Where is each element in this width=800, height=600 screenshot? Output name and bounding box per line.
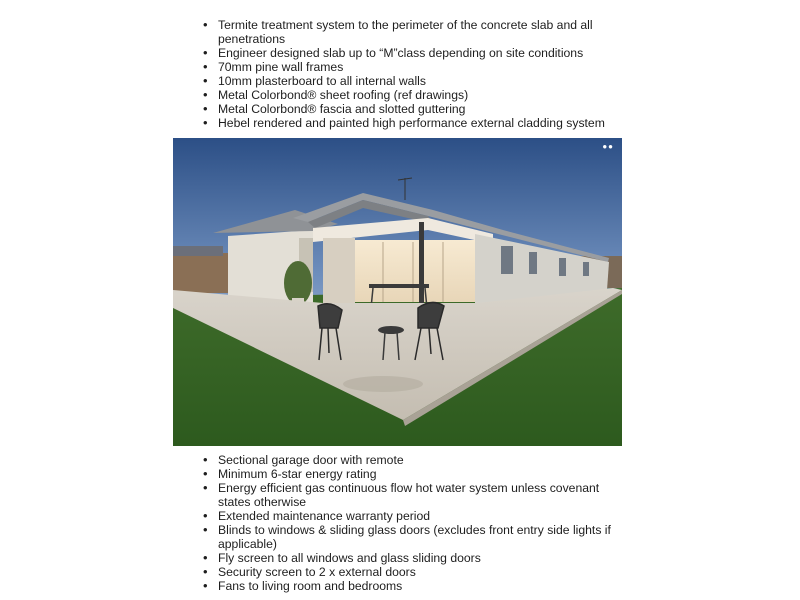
feature-item: • Minimum 6-star energy rating [200,467,620,481]
feature-item: • Fly screen to all windows and glass sliding doors [200,551,620,565]
feature-item: • Security screen to 2 x external doors [200,565,620,579]
feature-item: • Metal Colorbond® sheet roofing (ref drawings) [200,88,620,102]
top-feature-list [200,18,620,130]
feature-item: • Metal Colorbond® fascia and slotted guttering [200,102,620,116]
feature-item: • Extended maintenance warranty period [200,509,620,523]
feature-item: • Engineer designed slab up to “M”class depending on site conditions [200,46,620,60]
house-illustration [173,138,622,446]
feature-item: • Energy efficient gas continuous flow hot water system unless covenant states otherwise [200,481,620,509]
feature-item: • Termite treatment system to the perimeter of the concrete slab and all penetrations [200,18,620,46]
feature-item: • Fans to living room and bedrooms [200,579,620,593]
image-indicator-dots-icon: ●● [602,142,614,151]
feature-item: • Blinds to windows & sliding glass doors (excludes front entry side lights if applicable) [200,523,620,551]
house-photo [173,138,622,446]
feature-item: • 70mm pine wall frames [200,60,620,74]
feature-item: • Hebel rendered and painted high performance external cladding system [200,116,620,130]
bottom-feature-list [200,453,620,593]
feature-item: • 10mm plasterboard to all internal walls [200,74,620,88]
feature-item: • Sectional garage door with remote [200,453,620,467]
